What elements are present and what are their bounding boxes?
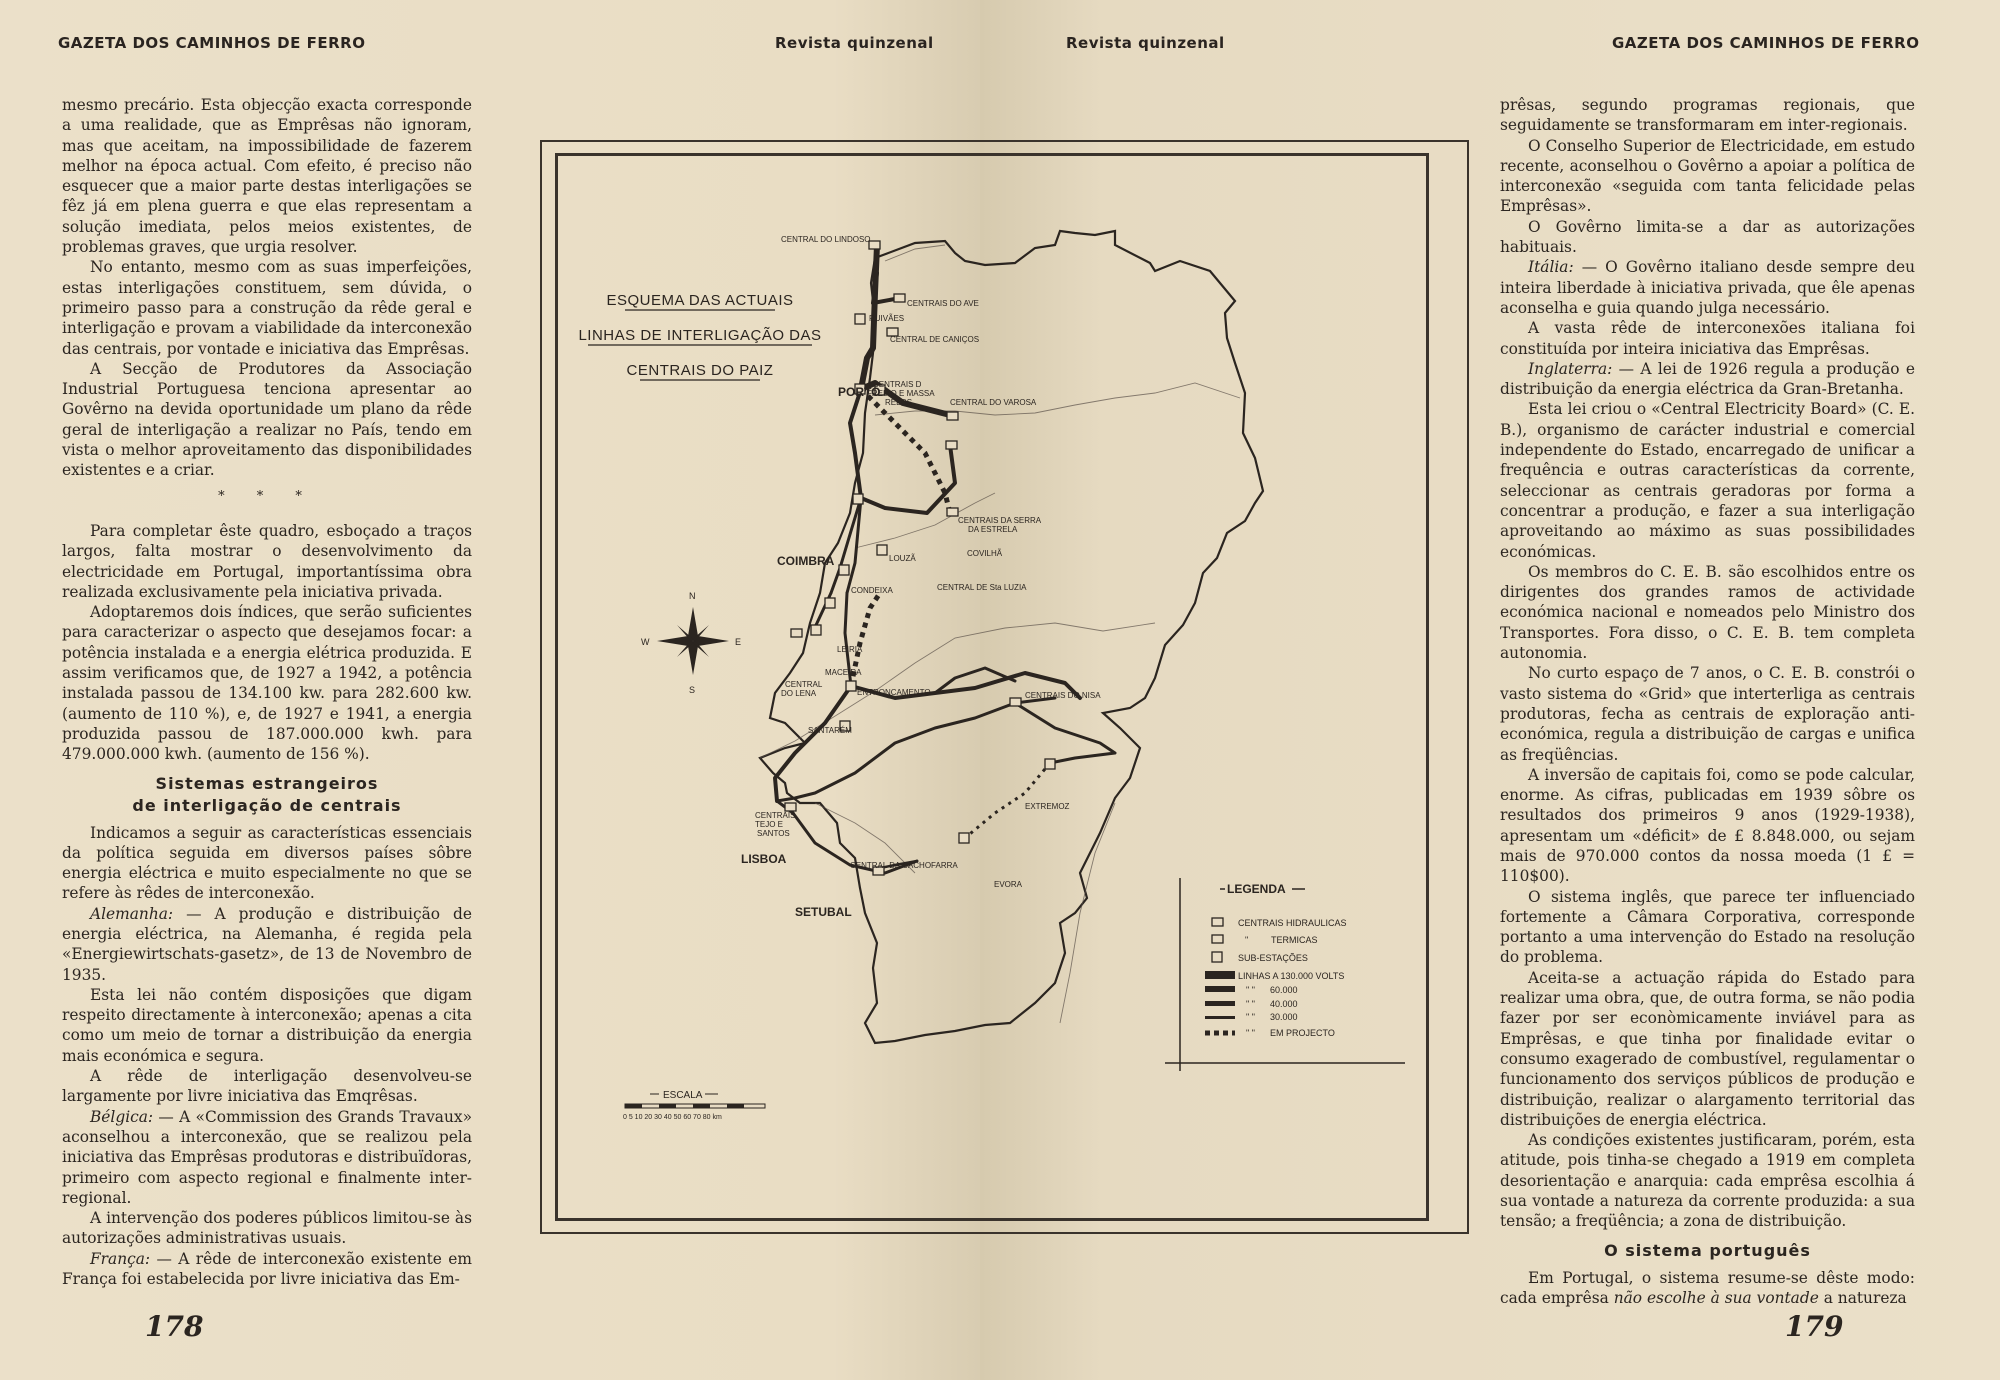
right-column	[1500, 95, 1915, 1308]
label-entroncamento: ENTRONCAMENTO	[857, 688, 931, 697]
scale-title: ESCALA	[663, 1090, 703, 1101]
projected-lines-thin	[965, 763, 1050, 838]
paragraph: As condições existentes justificaram, porém, esta atitude, pois tinha-se chegado a 1919 em completa desorientação e anarquia: cada emprêsa escolhia á sua vontade a natureza da corrente produzida: a sua tensão; a freqüência; a zona de distribuição.	[1500, 1131, 1915, 1231]
label-nisa: CENTRAIS DO NISA	[1025, 691, 1101, 700]
scale-bar-segment	[659, 1104, 676, 1108]
compass-w: W	[641, 637, 650, 647]
label-tejo-3: SANTOS	[757, 829, 790, 838]
substation-symbol	[853, 494, 863, 504]
paragraph: Os membros do C. E. B. são escolhidos entre os dirigentes dos grandes ramos de actividade económica nacional e nomeados pelo Ministro dos Transportes. Fora disso, o C. E. B. tem completa autonomia.	[1500, 562, 1915, 663]
paragraph: O Govêrno limita-se a dar as autorizações habituais.	[1500, 217, 1915, 257]
label-tejo-2: TEJO E	[755, 820, 784, 829]
paragraph	[1500, 359, 1915, 400]
compass-rose	[641, 591, 741, 695]
map-title-line-1: ESQUEMA DAS ACTUAIS	[606, 292, 794, 309]
hydro-station-symbol	[1010, 698, 1021, 706]
scale-ticks: 0 5 10 20 30 40 50 60 70 80 km	[623, 1114, 722, 1121]
label-extremoz: EXTREMOZ	[1025, 802, 1070, 811]
section-heading: O sistema português	[1604, 1240, 1811, 1260]
label-condeixa: CONDEIXA	[851, 586, 893, 595]
legend-hydro-symbol	[1212, 918, 1223, 926]
left-page-number: 178	[145, 1310, 204, 1343]
thermal-station-symbol	[791, 629, 802, 637]
country-label: França:	[90, 1249, 151, 1268]
paragraph: O sistema inglês, que parece ter influenciado fortemente a Câmara Corporativa, corresponde portanto a uma intervenção do Estado na resolução do problema.	[1500, 887, 1915, 967]
label-lena-2: DO LENA	[781, 689, 817, 698]
paragraph-text: — A rêde de interconexão existente em França foi estabelecida por livre iniciativa das Em-	[62, 1249, 472, 1289]
substation-symbol	[811, 625, 821, 635]
label-varosa: CENTRAL DO VAROSA	[950, 398, 1037, 407]
legend-ditto: " "	[1246, 1012, 1255, 1022]
label-leiria: LEIRIA	[837, 645, 863, 654]
label-santarem: SANTARÉM	[808, 726, 852, 735]
paragraph: Adoptaremos dois índices, que serão suficientes para caracterizar o aspecto que desejamos focar: a potência instalada e a energia elétrica produzida. E assim verificamos que, de 1927 a 1942, a potência instalada passou de 134.100 kw. para 282.600 kw. (aumento de 110 %), e, de 1927 e 1941, a energia produzida passou de 187.000.000 kwh. para 479.000.000 kwh. (aumento de 156 %).	[62, 603, 472, 764]
legend-ditto: " "	[1246, 985, 1255, 995]
paragraph: Para completar êste quadro, esboçado a traços largos, falta mostrar o desenvolvimento da electricidade em Portugal, importantíssima obra realizada exclusivamente pela iniciativa privada.	[62, 521, 472, 601]
left-header-title: GAZETA DOS CAMINHOS DE FERRO	[58, 34, 366, 52]
label-cachofarra: CENTRAL DA CACHOFARRA	[850, 861, 958, 870]
section-separator: * * *	[218, 488, 316, 504]
paragraph: A Secção de Produtores da Associação Industrial Portuguesa tenciona apresentar ao Govêrno na devida oportunidade um plano da rêde geral de interligação a realizar no País, tendo em vista o melhor aproveitamento das disponibilidades existentes e a criar.	[62, 359, 472, 480]
heading-line-2: de interligação de centrais	[132, 795, 402, 815]
label-ruivaes: RUIVÃES	[869, 314, 905, 323]
map-scale	[623, 1090, 765, 1121]
section-heading	[62, 773, 472, 817]
paragraph: mesmo precário. Esta objecção exacta corresponde a uma realidade, que as Emprêsas não ignoram, mas que aceitam, na impossibilidade de fazerem melhor na época actual. Com efeito, é preciso não esquecer que a maior parte destas interligações se fêz já em plena guerra e que elas representam a solução imediata, pelos meios existentes, de problemas graves, que urgia resolver.	[62, 96, 472, 257]
country-label: Bélgica:	[90, 1107, 154, 1126]
river-guadiana	[1060, 803, 1115, 1023]
line-40kv	[777, 698, 1055, 801]
paragraph: No entanto, mesmo com as suas imperfeições, estas interligações constituem, sem dúvida, o primeiro passo para a construção da rêde geral e interligação e provam a viabilidade da interconexão das centrais, por vontade e iniciativa das Emprêsas.	[62, 258, 472, 358]
compass-e: E	[735, 637, 742, 647]
paragraph: Esta lei não contém disposições que digam respeito directamente à interconexão; apenas a cita como um meio de tornar a distribuição da energia mais económica e segura.	[62, 985, 472, 1065]
hydro-station-symbol	[894, 294, 905, 302]
portugal-outline	[760, 231, 1263, 1043]
hydro-station-symbol	[947, 412, 958, 420]
legend-thermal-symbol	[1212, 935, 1223, 943]
projected-line	[965, 763, 1050, 838]
compass-arrow-west	[657, 636, 693, 646]
label-setubal: SETUBAL	[795, 905, 852, 919]
substation-symbol	[855, 314, 865, 324]
compass-arrow-east	[693, 636, 729, 646]
substation-symbol	[825, 598, 835, 608]
paragraph	[62, 1249, 472, 1290]
interconnection-map	[555, 153, 1423, 1215]
paragraph-text: — O Govêrno italiano desde sempre deu inteira liberdade à iniciativa privada, que êle apenas aconselha e guia quando julga necessário.	[1500, 258, 1915, 317]
label-maceira: MACEIRA	[825, 668, 862, 677]
scale-bar-segment	[693, 1104, 710, 1108]
paragraph: O Conselho Superior de Electricidade, em estudo recente, aconselhou o Govêrno a apoiar a política de interconexão «seguida com tanta felicidade pelas Emprêsas».	[1500, 136, 1915, 216]
label-freixo-2: FREIXO E MASSA	[867, 389, 935, 398]
paragraph-text: — A «Commission des Grands Travaux» aconselhou a interconexão, que se realizou pela iniciativa das Emprêsas produtoras e distribuïdoras, primeiro com aspecto regional e finalmente inter-regional.	[62, 1107, 472, 1207]
paragraph: prêsas, segundo programas regionais, que seguidamente se transformaram em inter-regionais.	[1500, 96, 1915, 135]
line-60kv	[861, 445, 955, 513]
legend-substation-label: SUB-ESTAÇÕES	[1238, 953, 1308, 963]
label-evora: EVORA	[994, 880, 1023, 889]
label-tejo-1: CENTRAIS	[755, 811, 796, 820]
label-ave: CENTRAIS DO AVE	[907, 299, 979, 308]
legend-substation-symbol	[1212, 952, 1222, 962]
legend-line-30kv	[1205, 1016, 1235, 1019]
paragraph: No curto espaço de 7 anos, o C. E. B. constrói o vasto sistema do «Grid» que interterliga as centrais produtoras, fecha as centrais de exploração anti-económica, regula a distribuição de cargas e unifica as freqüências.	[1500, 664, 1915, 764]
country-label: Alemanha:	[90, 904, 174, 923]
legend-line-60kv-label: 60.000	[1270, 985, 1298, 995]
paragraph: A rêde de interligação desenvolveu-se largamente por livre iniciativa das Emqrêsas.	[62, 1067, 472, 1106]
label-freixo-3: RELOS	[885, 398, 913, 407]
paragraph: Indicamos a seguir as características essenciais da política seguida em diversos países sôbre energia eléctrica e muito especialmente no que se refere às rêdes de interconexão.	[62, 823, 472, 903]
paragraph: Esta lei criou o «Central Electricity Board» (C. E. B.), organismo de carácter industrial e comercial independente do Estado, encarregado de unificar a frequência e outras características da corrente, seleccionar as centrais geradoras por forma a concentrar a produção, e fazer a sua interligação aproveitando ao máximo as suas possibilidades económicas.	[1500, 400, 1915, 561]
paragraph: Aceita-se a actuação rápida do Estado para realizar uma obra, que, de outra forma, se não podia fazer por ser econòmicamente inviável para as Emprêsas, e que tinha por finalidade evitar o consumo exagerado de combustível, regulamentar o funcionamento dos serviços públicos de produção e distribuição, realizar o alargamento territorial das distribuições de energia eléctrica.	[1500, 968, 1915, 1129]
legend-title: LEGENDA	[1227, 882, 1286, 896]
scale-bar-segment	[625, 1104, 642, 1108]
legend-line-130kv-label: LINHAS A 130.000 VOLTS	[1238, 971, 1345, 981]
paragraph-text: Em Portugal, o sistema resume-se dêste modo: cada emprêsa	[1500, 1268, 1915, 1307]
paragraph	[1500, 257, 1915, 318]
map-title-line-2: LINHAS DE INTERLIGAÇÃO DAS	[578, 327, 822, 344]
paragraph: A inversão de capitais foi, como se pode calcular, enorme. As cifras, publicadas em 1939 sôbre os resultados dos primeiros 9 anos (1929-1938), apresentam um «déficit» de £ 8.848.000, ou sejam mais de 970.000 contos da nossa moeda (1 £ = 110$00).	[1500, 765, 1915, 886]
label-lena-1: CENTRAL	[785, 680, 823, 689]
label-coimbra: COIMBRA	[777, 554, 835, 568]
substation-symbol	[959, 833, 969, 843]
legend-ditto: " "	[1246, 999, 1255, 1009]
paragraph: A vasta rêde de interconexões italiana foi constituída por inteira iniciativa das Emprêsas.	[1500, 319, 1915, 358]
compass-s: S	[689, 685, 696, 695]
legend-projected-label: EM PROJECTO	[1270, 1028, 1335, 1038]
label-canicos: CENTRAL DE CANIÇOS	[890, 335, 980, 344]
country-label: Itália:	[1528, 258, 1574, 277]
paragraph	[62, 904, 472, 985]
paragraph-text: a natureza	[1818, 1288, 1907, 1307]
legend-ditto: " "	[1246, 1028, 1255, 1038]
legend-line-60kv	[1205, 986, 1235, 992]
label-lindoso: CENTRAL DO LINDOSO	[781, 235, 871, 244]
line-60kv	[775, 686, 851, 801]
label-santa-luzia: CENTRAL DE Sta LUZIA	[937, 583, 1027, 592]
scale-bar-segment	[727, 1104, 744, 1108]
country-label: Inglaterra:	[1528, 359, 1613, 378]
projected-lines	[851, 389, 950, 686]
label-estrela-2: DA ESTRELA	[968, 525, 1018, 534]
map-legend	[1165, 878, 1405, 1071]
label-covilha: COVILHÃ	[967, 549, 1003, 558]
label-freixo-1: CENTRAIS D	[873, 380, 922, 389]
hydro-station-symbol	[946, 441, 957, 449]
projected-line	[861, 389, 950, 513]
label-porto: PORTO	[838, 385, 881, 399]
right-page-number: 179	[1785, 1310, 1844, 1343]
substation-symbol	[1045, 759, 1055, 769]
map-title	[578, 292, 821, 379]
paragraph: A intervenção dos poderes públicos limitou-se às autorizações administrativas usuais.	[62, 1209, 472, 1248]
label-louza: LOUZÃ	[889, 554, 916, 563]
left-header-subtitle: Revista quinzenal	[775, 34, 934, 52]
paragraph	[62, 1107, 472, 1208]
river-minho	[885, 245, 945, 261]
left-column	[62, 95, 472, 1289]
compass-n: N	[689, 591, 696, 601]
legend-hydro-label: CENTRAIS HIDRAULICAS	[1238, 918, 1347, 928]
right-header-subtitle: Revista quinzenal	[1066, 34, 1225, 52]
label-estrela-1: CENTRAIS DA SERRA	[958, 516, 1042, 525]
paragraph-text: — A lei de 1926 regula a produção e distribuição da energia eléctrica da Gran-Bretanha.	[1500, 359, 1915, 399]
emphasis-text: não escolhe à sua vontade	[1613, 1288, 1819, 1307]
legend-thermal-label: TERMICAS	[1271, 935, 1318, 945]
substation-symbol	[877, 545, 887, 555]
map-title-line-3: CENTRAIS DO PAIZ	[626, 362, 774, 379]
hydro-station-symbol	[869, 241, 880, 249]
legend-line-130kv	[1205, 971, 1235, 979]
legend-line-30kv-label: 30.000	[1270, 1012, 1298, 1022]
hydro-station-symbol	[947, 508, 958, 516]
label-lisboa: LISBOA	[741, 852, 787, 866]
line-40kv	[1015, 703, 1115, 763]
thermal-station-symbol	[785, 803, 796, 811]
substation-symbol	[846, 681, 856, 691]
right-header-title: GAZETA DOS CAMINHOS DE FERRO	[1612, 34, 1920, 52]
substation-symbol	[839, 565, 849, 575]
paragraph-text: — A produção e distribuição de energia eléctrica, na Alemanha, é regida pela «Energiewirtschats-gasetz», de 13 de Novembro de 1935.	[62, 904, 472, 984]
legend-line-40kv-label: 40.000	[1270, 999, 1298, 1009]
paragraph	[1500, 1268, 1915, 1309]
legend-thermal-ditto: "	[1245, 935, 1249, 945]
legend-line-40kv	[1205, 1001, 1235, 1006]
heading-line-1: Sistemas estrangeiros	[155, 773, 379, 793]
